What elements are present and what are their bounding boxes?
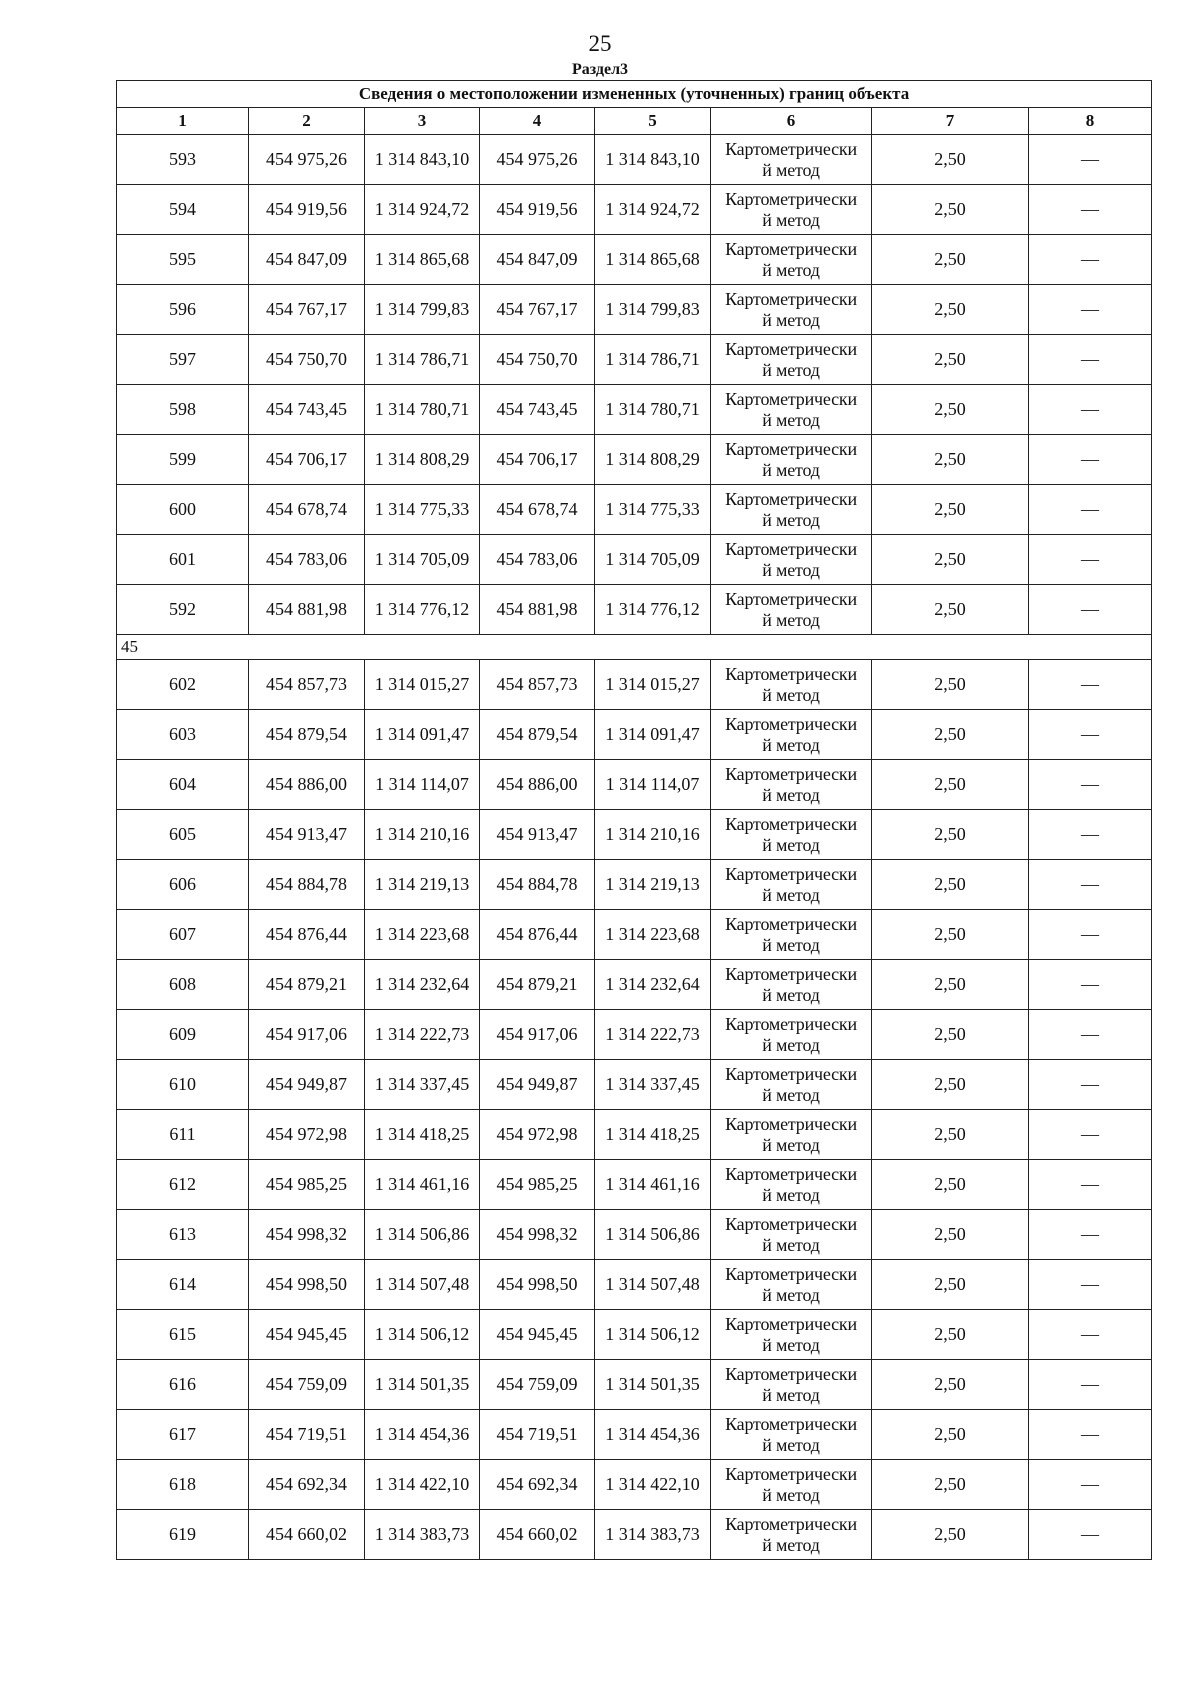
- point-cell: 617: [117, 1410, 249, 1460]
- note-cell: —: [1029, 435, 1152, 485]
- table-row: [117, 1360, 1152, 1410]
- note-cell: —: [1029, 185, 1152, 235]
- table-row: [117, 535, 1152, 585]
- y-old-cell: 1 314 418,25: [365, 1110, 480, 1160]
- note-cell: —: [1029, 1010, 1152, 1060]
- x-new-cell: 454 913,47: [480, 810, 595, 860]
- x-new-cell: 454 847,09: [480, 235, 595, 285]
- y-new-cell: 1 314 383,73: [595, 1510, 711, 1560]
- group-row: [117, 635, 1152, 660]
- table-row: [117, 585, 1152, 635]
- point-cell: 619: [117, 1510, 249, 1560]
- column-number: 3: [365, 108, 480, 135]
- method-cell: Картометрически й метод: [711, 760, 872, 810]
- x-old-cell: 454 917,06: [249, 1010, 365, 1060]
- y-new-cell: 1 314 223,68: [595, 910, 711, 960]
- accuracy-cell: 2,50: [872, 710, 1029, 760]
- y-new-cell: 1 314 506,86: [595, 1210, 711, 1260]
- note-cell: —: [1029, 910, 1152, 960]
- accuracy-cell: 2,50: [872, 860, 1029, 910]
- table-row: [117, 335, 1152, 385]
- y-new-cell: 1 314 786,71: [595, 335, 711, 385]
- x-old-cell: 454 783,06: [249, 535, 365, 585]
- x-new-cell: 454 750,70: [480, 335, 595, 385]
- y-old-cell: 1 314 461,16: [365, 1160, 480, 1210]
- y-new-cell: 1 314 219,13: [595, 860, 711, 910]
- accuracy-cell: 2,50: [872, 135, 1029, 185]
- point-cell: 613: [117, 1210, 249, 1260]
- point-cell: 599: [117, 435, 249, 485]
- y-new-cell: 1 314 114,07: [595, 760, 711, 810]
- point-cell: 598: [117, 385, 249, 435]
- note-cell: —: [1029, 960, 1152, 1010]
- accuracy-cell: 2,50: [872, 1410, 1029, 1460]
- point-cell: 614: [117, 1260, 249, 1310]
- x-old-cell: 454 998,32: [249, 1210, 365, 1260]
- method-cell: Картометрически й метод: [711, 135, 872, 185]
- table-row: [117, 1510, 1152, 1560]
- accuracy-cell: 2,50: [872, 335, 1029, 385]
- x-new-cell: 454 879,54: [480, 710, 595, 760]
- x-new-cell: 454 972,98: [480, 1110, 595, 1160]
- y-new-cell: 1 314 232,64: [595, 960, 711, 1010]
- accuracy-cell: 2,50: [872, 960, 1029, 1010]
- x-new-cell: 454 660,02: [480, 1510, 595, 1560]
- note-cell: —: [1029, 385, 1152, 435]
- method-cell: Картометрически й метод: [711, 1460, 872, 1510]
- point-cell: 609: [117, 1010, 249, 1060]
- note-cell: —: [1029, 1110, 1152, 1160]
- x-new-cell: 454 879,21: [480, 960, 595, 1010]
- y-new-cell: 1 314 418,25: [595, 1110, 711, 1160]
- x-new-cell: 454 985,25: [480, 1160, 595, 1210]
- y-new-cell: 1 314 337,45: [595, 1060, 711, 1110]
- note-cell: —: [1029, 760, 1152, 810]
- point-cell: 603: [117, 710, 249, 760]
- table-row: [117, 285, 1152, 335]
- method-cell: Картометрически й метод: [711, 1160, 872, 1210]
- table-row: [117, 760, 1152, 810]
- section-title: Раздел3: [571, 61, 629, 78]
- y-new-cell: 1 314 454,36: [595, 1410, 711, 1460]
- accuracy-cell: 2,50: [872, 1010, 1029, 1060]
- method-cell: Картометрически й метод: [711, 1260, 872, 1310]
- point-cell: 606: [117, 860, 249, 910]
- x-old-cell: 454 972,98: [249, 1110, 365, 1160]
- method-cell: Картометрически й метод: [711, 960, 872, 1010]
- point-cell: 592: [117, 585, 249, 635]
- x-old-cell: 454 750,70: [249, 335, 365, 385]
- column-number: 6: [711, 108, 872, 135]
- table-row: [117, 1460, 1152, 1510]
- y-old-cell: 1 314 808,29: [365, 435, 480, 485]
- note-cell: —: [1029, 1360, 1152, 1410]
- table-row: [117, 1310, 1152, 1360]
- x-new-cell: 454 917,06: [480, 1010, 595, 1060]
- x-new-cell: 454 759,09: [480, 1360, 595, 1410]
- y-new-cell: 1 314 091,47: [595, 710, 711, 760]
- point-cell: 605: [117, 810, 249, 860]
- table-row: [117, 1160, 1152, 1210]
- table-row: [117, 185, 1152, 235]
- method-cell: Картометрически й метод: [711, 285, 872, 335]
- accuracy-cell: 2,50: [872, 285, 1029, 335]
- note-cell: —: [1029, 1410, 1152, 1460]
- x-new-cell: 454 998,50: [480, 1260, 595, 1310]
- table-row: [117, 385, 1152, 435]
- table-row: [117, 135, 1152, 185]
- accuracy-cell: 2,50: [872, 185, 1029, 235]
- x-old-cell: 454 759,09: [249, 1360, 365, 1410]
- x-old-cell: 454 660,02: [249, 1510, 365, 1560]
- x-new-cell: 454 881,98: [480, 585, 595, 635]
- x-old-cell: 454 998,50: [249, 1260, 365, 1310]
- column-number: 1: [117, 108, 249, 135]
- table-row: [117, 435, 1152, 485]
- x-old-cell: 454 876,44: [249, 910, 365, 960]
- y-new-cell: 1 314 799,83: [595, 285, 711, 335]
- method-cell: Картометрически й метод: [711, 185, 872, 235]
- method-cell: Картометрически й метод: [711, 1310, 872, 1360]
- accuracy-cell: 2,50: [872, 1110, 1029, 1160]
- x-new-cell: 454 692,34: [480, 1460, 595, 1510]
- point-cell: 607: [117, 910, 249, 960]
- y-new-cell: 1 314 222,73: [595, 1010, 711, 1060]
- method-cell: Картометрически й метод: [711, 1110, 872, 1160]
- point-cell: 610: [117, 1060, 249, 1110]
- y-old-cell: 1 314 454,36: [365, 1410, 480, 1460]
- y-new-cell: 1 314 422,10: [595, 1460, 711, 1510]
- y-old-cell: 1 314 383,73: [365, 1510, 480, 1560]
- point-cell: 596: [117, 285, 249, 335]
- y-old-cell: 1 314 232,64: [365, 960, 480, 1010]
- table-body-after: [117, 660, 1152, 1560]
- y-new-cell: 1 314 705,09: [595, 535, 711, 585]
- method-cell: Картометрически й метод: [711, 710, 872, 760]
- note-cell: —: [1029, 1310, 1152, 1360]
- table-caption: Сведения о местоположении измененных (уточненных) границ объекта: [117, 81, 1152, 108]
- table-row: [117, 860, 1152, 910]
- y-old-cell: 1 314 422,10: [365, 1460, 480, 1510]
- method-cell: Картометрически й метод: [711, 1010, 872, 1060]
- note-cell: —: [1029, 1210, 1152, 1260]
- note-cell: —: [1029, 810, 1152, 860]
- x-old-cell: 454 985,25: [249, 1160, 365, 1210]
- x-old-cell: 454 886,00: [249, 760, 365, 810]
- column-number: 4: [480, 108, 595, 135]
- x-old-cell: 454 678,74: [249, 485, 365, 535]
- method-cell: Картометрически й метод: [711, 910, 872, 960]
- x-old-cell: 454 881,98: [249, 585, 365, 635]
- point-cell: 597: [117, 335, 249, 385]
- y-old-cell: 1 314 210,16: [365, 810, 480, 860]
- x-old-cell: 454 913,47: [249, 810, 365, 860]
- method-cell: Картометрически й метод: [711, 1360, 872, 1410]
- accuracy-cell: 2,50: [872, 435, 1029, 485]
- point-cell: 612: [117, 1160, 249, 1210]
- x-old-cell: 454 767,17: [249, 285, 365, 335]
- column-number-row: [117, 108, 1152, 135]
- x-old-cell: 454 884,78: [249, 860, 365, 910]
- y-new-cell: 1 314 775,33: [595, 485, 711, 535]
- method-cell: Картометрически й метод: [711, 860, 872, 910]
- y-old-cell: 1 314 843,10: [365, 135, 480, 185]
- x-new-cell: 454 945,45: [480, 1310, 595, 1360]
- method-cell: Картометрически й метод: [711, 535, 872, 585]
- table-caption-row: [117, 81, 1152, 108]
- y-old-cell: 1 314 506,86: [365, 1210, 480, 1260]
- y-old-cell: 1 314 865,68: [365, 235, 480, 285]
- point-cell: 594: [117, 185, 249, 235]
- x-old-cell: 454 719,51: [249, 1410, 365, 1460]
- method-cell: Картометрически й метод: [711, 235, 872, 285]
- accuracy-cell: 2,50: [872, 1060, 1029, 1110]
- table-row: [117, 1410, 1152, 1460]
- group-section: [117, 635, 1152, 660]
- note-cell: —: [1029, 1510, 1152, 1560]
- accuracy-cell: 2,50: [872, 1510, 1029, 1560]
- column-number: 5: [595, 108, 711, 135]
- x-old-cell: 454 945,45: [249, 1310, 365, 1360]
- point-cell: 615: [117, 1310, 249, 1360]
- x-old-cell: 454 919,56: [249, 185, 365, 235]
- method-cell: Картометрически й метод: [711, 385, 872, 435]
- point-cell: 604: [117, 760, 249, 810]
- accuracy-cell: 2,50: [872, 1160, 1029, 1210]
- y-old-cell: 1 314 337,45: [365, 1060, 480, 1110]
- x-new-cell: 454 949,87: [480, 1060, 595, 1110]
- x-new-cell: 454 743,45: [480, 385, 595, 435]
- accuracy-cell: 2,50: [872, 235, 1029, 285]
- x-new-cell: 454 857,73: [480, 660, 595, 710]
- table-row: [117, 710, 1152, 760]
- y-new-cell: 1 314 843,10: [595, 135, 711, 185]
- table-body-before: [117, 135, 1152, 635]
- y-old-cell: 1 314 223,68: [365, 910, 480, 960]
- x-old-cell: 454 857,73: [249, 660, 365, 710]
- accuracy-cell: 2,50: [872, 385, 1029, 435]
- accuracy-cell: 2,50: [872, 535, 1029, 585]
- y-new-cell: 1 314 780,71: [595, 385, 711, 435]
- point-cell: 608: [117, 960, 249, 1010]
- accuracy-cell: 2,50: [872, 910, 1029, 960]
- method-cell: Картометрически й метод: [711, 1060, 872, 1110]
- x-old-cell: 454 949,87: [249, 1060, 365, 1110]
- method-cell: Картометрически й метод: [711, 485, 872, 535]
- note-cell: —: [1029, 710, 1152, 760]
- note-cell: —: [1029, 660, 1152, 710]
- table-row: [117, 810, 1152, 860]
- note-cell: —: [1029, 485, 1152, 535]
- point-cell: 601: [117, 535, 249, 585]
- x-new-cell: 454 678,74: [480, 485, 595, 535]
- table-row: [117, 660, 1152, 710]
- x-old-cell: 454 879,21: [249, 960, 365, 1010]
- table-row: [117, 235, 1152, 285]
- x-old-cell: 454 706,17: [249, 435, 365, 485]
- y-old-cell: 1 314 222,73: [365, 1010, 480, 1060]
- y-old-cell: 1 314 780,71: [365, 385, 480, 435]
- y-new-cell: 1 314 865,68: [595, 235, 711, 285]
- point-cell: 595: [117, 235, 249, 285]
- point-cell: 593: [117, 135, 249, 185]
- note-cell: —: [1029, 1260, 1152, 1310]
- column-number: 7: [872, 108, 1029, 135]
- y-old-cell: 1 314 776,12: [365, 585, 480, 635]
- column-number: 8: [1029, 108, 1152, 135]
- x-new-cell: 454 876,44: [480, 910, 595, 960]
- accuracy-cell: 2,50: [872, 485, 1029, 535]
- coordinates-table: [116, 80, 1152, 1560]
- method-cell: Картометрически й метод: [711, 1510, 872, 1560]
- method-cell: Картометрически й метод: [711, 1210, 872, 1260]
- y-new-cell: 1 314 506,12: [595, 1310, 711, 1360]
- note-cell: —: [1029, 1060, 1152, 1110]
- y-old-cell: 1 314 924,72: [365, 185, 480, 235]
- accuracy-cell: 2,50: [872, 1360, 1029, 1410]
- method-cell: Картометрически й метод: [711, 1410, 872, 1460]
- y-old-cell: 1 314 501,35: [365, 1360, 480, 1410]
- x-new-cell: 454 919,56: [480, 185, 595, 235]
- table-row: [117, 960, 1152, 1010]
- table-row: [117, 910, 1152, 960]
- y-old-cell: 1 314 799,83: [365, 285, 480, 335]
- method-cell: Картометрически й метод: [711, 810, 872, 860]
- method-cell: Картометрически й метод: [711, 660, 872, 710]
- point-cell: 618: [117, 1460, 249, 1510]
- x-old-cell: 454 743,45: [249, 385, 365, 435]
- x-new-cell: 454 884,78: [480, 860, 595, 910]
- y-new-cell: 1 314 461,16: [595, 1160, 711, 1210]
- y-old-cell: 1 314 114,07: [365, 760, 480, 810]
- y-new-cell: 1 314 808,29: [595, 435, 711, 485]
- x-new-cell: 454 783,06: [480, 535, 595, 585]
- group-label: 45: [117, 635, 1152, 660]
- y-new-cell: 1 314 924,72: [595, 185, 711, 235]
- table-row: [117, 1060, 1152, 1110]
- accuracy-cell: 2,50: [872, 1210, 1029, 1260]
- note-cell: —: [1029, 335, 1152, 385]
- y-old-cell: 1 314 775,33: [365, 485, 480, 535]
- note-cell: —: [1029, 285, 1152, 335]
- accuracy-cell: 2,50: [872, 760, 1029, 810]
- note-cell: —: [1029, 1460, 1152, 1510]
- column-number: 2: [249, 108, 365, 135]
- table-row: [117, 1010, 1152, 1060]
- note-cell: —: [1029, 535, 1152, 585]
- accuracy-cell: 2,50: [872, 1260, 1029, 1310]
- x-new-cell: 454 998,32: [480, 1210, 595, 1260]
- x-new-cell: 454 719,51: [480, 1410, 595, 1460]
- y-new-cell: 1 314 015,27: [595, 660, 711, 710]
- x-new-cell: 454 706,17: [480, 435, 595, 485]
- y-new-cell: 1 314 776,12: [595, 585, 711, 635]
- method-cell: Картометрически й метод: [711, 585, 872, 635]
- note-cell: —: [1029, 135, 1152, 185]
- point-cell: 616: [117, 1360, 249, 1410]
- table-row: [117, 1210, 1152, 1260]
- table-row: [117, 485, 1152, 535]
- method-cell: Картометрически й метод: [711, 435, 872, 485]
- accuracy-cell: 2,50: [872, 585, 1029, 635]
- note-cell: —: [1029, 1160, 1152, 1210]
- point-cell: 600: [117, 485, 249, 535]
- x-old-cell: 454 975,26: [249, 135, 365, 185]
- x-old-cell: 454 879,54: [249, 710, 365, 760]
- page-number: 25: [588, 31, 612, 56]
- point-cell: 611: [117, 1110, 249, 1160]
- point-cell: 602: [117, 660, 249, 710]
- accuracy-cell: 2,50: [872, 660, 1029, 710]
- note-cell: —: [1029, 585, 1152, 635]
- accuracy-cell: 2,50: [872, 810, 1029, 860]
- y-old-cell: 1 314 219,13: [365, 860, 480, 910]
- table-row: [117, 1260, 1152, 1310]
- y-new-cell: 1 314 210,16: [595, 810, 711, 860]
- y-new-cell: 1 314 507,48: [595, 1260, 711, 1310]
- y-old-cell: 1 314 705,09: [365, 535, 480, 585]
- accuracy-cell: 2,50: [872, 1460, 1029, 1510]
- y-old-cell: 1 314 091,47: [365, 710, 480, 760]
- table-row: [117, 1110, 1152, 1160]
- x-old-cell: 454 847,09: [249, 235, 365, 285]
- y-new-cell: 1 314 501,35: [595, 1360, 711, 1410]
- method-cell: Картометрически й метод: [711, 335, 872, 385]
- note-cell: —: [1029, 860, 1152, 910]
- y-old-cell: 1 314 015,27: [365, 660, 480, 710]
- x-new-cell: 454 975,26: [480, 135, 595, 185]
- x-new-cell: 454 886,00: [480, 760, 595, 810]
- accuracy-cell: 2,50: [872, 1310, 1029, 1360]
- y-old-cell: 1 314 507,48: [365, 1260, 480, 1310]
- y-old-cell: 1 314 786,71: [365, 335, 480, 385]
- note-cell: —: [1029, 235, 1152, 285]
- x-new-cell: 454 767,17: [480, 285, 595, 335]
- y-old-cell: 1 314 506,12: [365, 1310, 480, 1360]
- x-old-cell: 454 692,34: [249, 1460, 365, 1510]
